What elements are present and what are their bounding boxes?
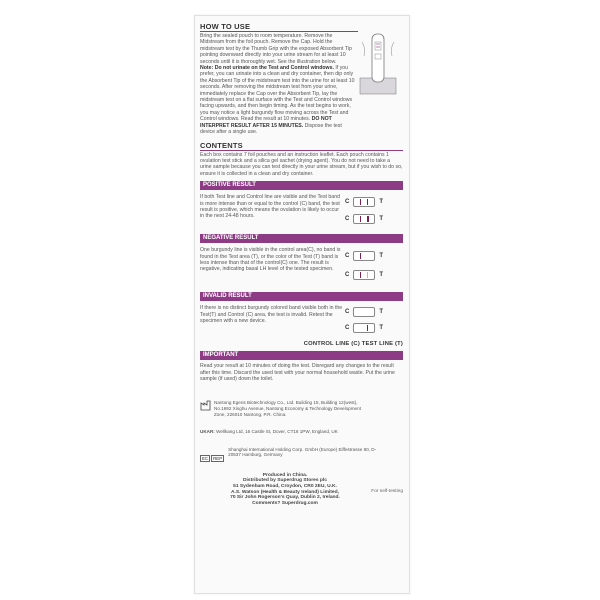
how-to-use-heading: HOW TO USE [200,22,251,31]
invalid-strip-2 [345,323,383,333]
negative-strip-2 [345,270,383,280]
instruction-leaflet [194,15,410,594]
strip-label-t: T [379,216,384,223]
footer-line: 51 Sydenham Road, Croydon, CR0 2EU, U.K. [233,483,337,489]
strip-label-t: T [379,325,384,332]
strip-label-t: T [379,199,384,206]
ec-box: EC [202,455,209,461]
footer-line: A.S. Watson (Health & Beauty Ireland) Limited, [231,489,339,495]
footer-line: Produced in China. [262,472,308,478]
ukar-address: Wellkang Ltd, 16 Castle St, Dover, CT16 1PW, England, UK [216,429,338,435]
negative-result-text: One burgundy line is visible in the control area(C), no band is found in the Test area (T), or the color of the Test (T) band is less intense than that of the control(C) one. The result is negative, indicating basal LH level of the tested specimen. [200,247,341,273]
self-testing-note: For self-testing [371,488,403,494]
invalid-result-text: If there is no distinct burgundy colored band visible both in the Test(T) and Control (C) area, the test is invalid. Retest the specimen with a new device. [200,305,343,324]
note-text: If you prefer, you can urinate into a clean and dry container, then dip only the Absorbent Tip of the midstream test into the urine for at least 10 seconds. After removing the midstream test from your urine, immediately replace the Cap over the Absorbent Tip, lay the midstream test on a flat surface with the Test and Control windows facing upwards, and then begin timing. As the test begins to work, you may notice a light burgundy flow moving across the Test and Control windows. Read the result at 10 minutes. [200,65,355,123]
strip-label-c: C [345,325,350,332]
warning-text: Dispose the test device after a single use. [200,122,342,136]
rep-box: REP [213,455,223,461]
strip-label-c: C [345,216,350,223]
strip-label-t: T [379,272,384,279]
strip-label-c: C [345,253,350,260]
distributor-footer [200,473,370,507]
negative-result-heading: NEGATIVE RESULT [200,234,403,243]
strip-label-t: T [379,253,384,260]
warning-bold: DO NOT INTERPRET RESULT AFTER 15 MINUTES. [200,116,332,129]
contents-heading: CONTENTS [200,140,243,150]
footer-line: Distributed by Superdrug Stores plc [243,478,327,484]
manufacturer-address: Nantong Egens Biotechnology Co., Ltd. Building 15, Building 12(west), No.1692 Xinghu Avenue, Nantong Economy & Technology Development Zone, 226010 Nantong, P.R. China. [214,400,361,417]
strip-label-c: C [345,272,350,279]
ec-rep-address: Shanghai International Holding Corp. GmbH (Europe) Eiffestrasse 80, D-20537 Hamburg, Germany [228,446,377,458]
footer-line: Comments? Superdrug.com [252,500,318,506]
manufacturer-icon [200,400,211,411]
how-to-use-text: Bring the sealed pouch to room temperature. Remove the Midstream from the foil pouch. Remove the Cap. Hold the midstream test by the Thumb Grip with the exposed Absorbent Tip pointing downward directly into your urine stream for at least 10 seconds until it is thoroughly wet. See the illustration below. [200,33,352,65]
positive-strip-1 [345,197,383,207]
positive-strip-2 [345,214,383,224]
important-text: Read your result at 10 minutes of doing the test. Disregard any changes to the result after this time. Discard the used test with your normal household waste. Put the urine sample (if used) down the toilet. [200,363,395,382]
control-test-line-legend: CONTROL LINE (C) TEST LINE (T) [303,341,403,348]
footer-line: 70 Sir John Rogerson's Quay, Dublin 2, Ireland. [230,495,340,501]
important-heading: IMPORTANT [200,351,403,360]
positive-result-text: If both Test line and Control line are visible and the Test band is more intense than or equal to the control (C) band, the test result is positive, which means the ovulation is likely to occur in the next 24-48 hours. [200,194,340,220]
negative-strip-1 [345,251,383,261]
strip-label-c: C [345,309,350,316]
invalid-strip-1 [345,307,383,317]
heading-rule [200,31,358,32]
ukar-label: UKAR: [200,429,215,435]
strip-label-t: T [379,309,384,316]
note-bold: Note: Do not urinate on the Test and Control windows. [200,65,334,72]
strip-label-c: C [345,199,350,206]
invalid-result-heading: INVALID RESULT [200,292,403,301]
positive-result-heading: POSITIVE RESULT [200,181,403,190]
heading-rule [200,150,403,151]
contents-text: Each box contains 7 foil pouches and an instruction leaflet. Each pouch contains 1 ovulation test stick and a silica gel sachet (drying agent). You do not need to take a urine sample because you can test directly in your urine stream, but if you wish to do so, ensure it is collected in a clean and dry container. [200,151,403,177]
